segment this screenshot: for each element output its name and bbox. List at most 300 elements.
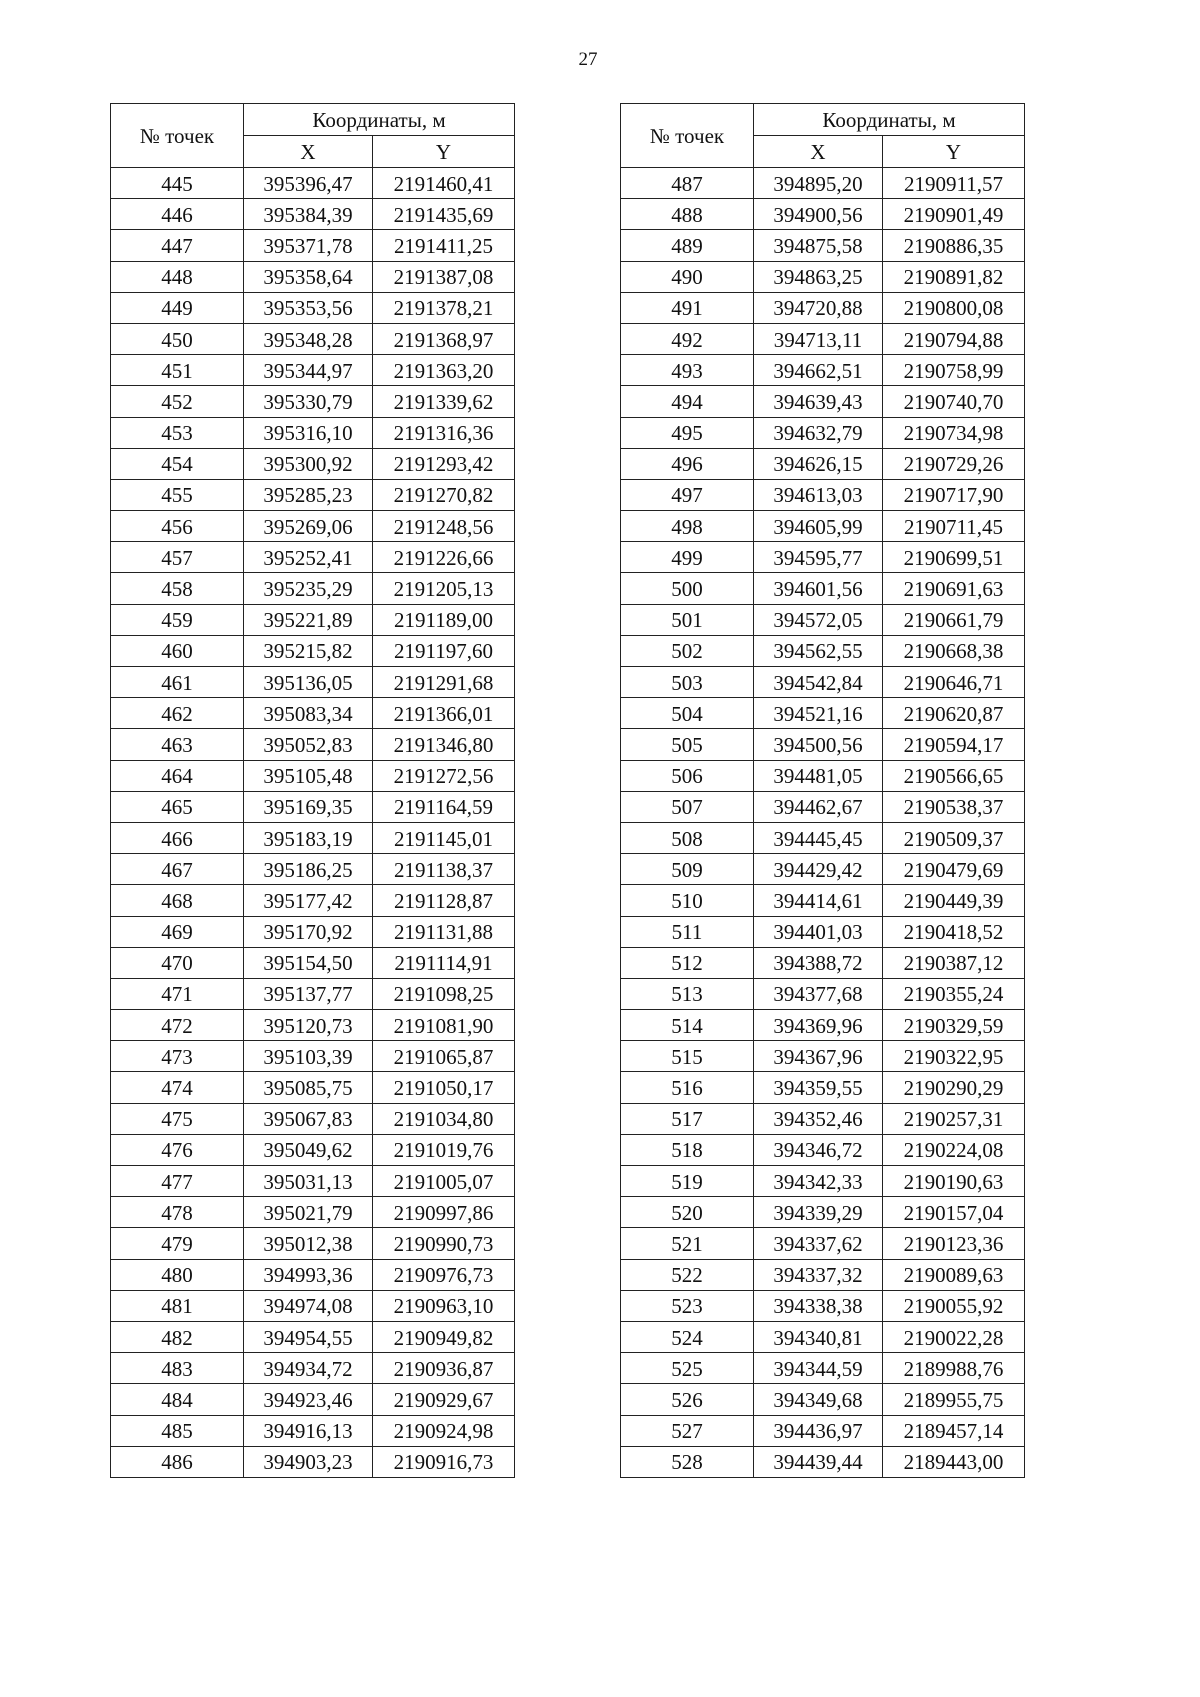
x-coordinate-cell: 394903,23 [244,1446,373,1477]
table-row [621,885,1025,916]
point-number-cell: 451 [111,355,244,386]
x-coordinate-cell: 394344,59 [754,1353,883,1384]
x-coordinate-cell: 395358,64 [244,261,373,292]
point-number-cell: 502 [621,635,754,666]
x-coordinate-cell: 394439,44 [754,1446,883,1477]
point-number-cell: 484 [111,1384,244,1415]
point-number-cell: 473 [111,1041,244,1072]
table-row [621,791,1025,822]
point-number-cell: 506 [621,760,754,791]
point-number-cell: 490 [621,261,754,292]
point-number-cell: 472 [111,1010,244,1041]
y-coordinate-cell: 2191131,88 [373,916,515,947]
y-coordinate-cell: 2190055,92 [883,1290,1025,1321]
x-coordinate-cell: 394713,11 [754,323,883,354]
y-column-header: Y [373,136,515,168]
point-number-cell: 463 [111,729,244,760]
y-coordinate-cell: 2190190,63 [883,1166,1025,1197]
y-coordinate-cell: 2190257,31 [883,1103,1025,1134]
point-number-cell: 524 [621,1321,754,1352]
table-row [621,1197,1025,1228]
y-coordinate-cell: 2191189,00 [373,604,515,635]
x-coordinate-cell: 395269,06 [244,511,373,542]
point-number-cell: 495 [621,417,754,448]
point-number-cell: 479 [111,1228,244,1259]
point-number-cell: 523 [621,1290,754,1321]
y-coordinate-cell: 2190387,12 [883,947,1025,978]
table-row [621,635,1025,666]
y-coordinate-cell: 2191346,80 [373,729,515,760]
x-coordinate-cell: 395384,39 [244,199,373,230]
x-coordinate-cell: 394626,15 [754,448,883,479]
point-number-cell: 517 [621,1103,754,1134]
table-row [621,854,1025,885]
table-row [111,760,515,791]
table-body-right [621,168,1025,1478]
point-number-cell: 469 [111,916,244,947]
point-number-cell: 503 [621,667,754,698]
table-row [621,1072,1025,1103]
y-coordinate-cell: 2190711,45 [883,511,1025,542]
y-coordinate-cell: 2190717,90 [883,479,1025,510]
x-coordinate-cell: 395085,75 [244,1072,373,1103]
point-number-cell: 507 [621,791,754,822]
point-number-cell: 450 [111,323,244,354]
point-number-cell: 460 [111,635,244,666]
y-coordinate-cell: 2191387,08 [373,261,515,292]
x-coordinate-cell: 395169,35 [244,791,373,822]
y-coordinate-cell: 2190886,35 [883,230,1025,261]
table-row [111,635,515,666]
table-row [621,1041,1025,1072]
point-number-cell: 499 [621,542,754,573]
x-coordinate-cell: 395049,62 [244,1134,373,1165]
x-coordinate-cell: 394462,67 [754,791,883,822]
point-number-cell: 496 [621,448,754,479]
x-coordinate-cell: 394993,36 [244,1259,373,1290]
y-coordinate-cell: 2190949,82 [373,1321,515,1352]
point-number-cell: 480 [111,1259,244,1290]
y-coordinate-cell: 2191226,66 [373,542,515,573]
point-number-cell: 449 [111,292,244,323]
x-coordinate-cell: 394923,46 [244,1384,373,1415]
table-row [111,1041,515,1072]
y-coordinate-cell: 2191128,87 [373,885,515,916]
y-coordinate-cell: 2191272,56 [373,760,515,791]
table-row [111,1415,515,1446]
point-number-cell: 514 [621,1010,754,1041]
table-row [111,199,515,230]
x-coordinate-cell: 394572,05 [754,604,883,635]
table-row [111,947,515,978]
y-coordinate-cell: 2190646,71 [883,667,1025,698]
x-coordinate-cell: 394349,68 [754,1384,883,1415]
point-number-cell: 501 [621,604,754,635]
point-number-cell: 511 [621,916,754,947]
x-coordinate-cell: 394934,72 [244,1353,373,1384]
point-number-cell: 471 [111,978,244,1009]
table-row [111,1384,515,1415]
point-number-cell: 483 [111,1353,244,1384]
y-coordinate-cell: 2191145,01 [373,822,515,853]
x-coordinate-cell: 394895,20 [754,168,883,199]
point-number-cell: 464 [111,760,244,791]
point-number-cell: 515 [621,1041,754,1072]
x-coordinate-cell: 395137,77 [244,978,373,1009]
table-row [621,1228,1025,1259]
point-number-cell: 474 [111,1072,244,1103]
y-coordinate-cell: 2190123,36 [883,1228,1025,1259]
y-coordinate-cell: 2190929,67 [373,1384,515,1415]
point-number-cell: 466 [111,822,244,853]
table-row [621,667,1025,698]
y-coordinate-cell: 2191065,87 [373,1041,515,1072]
table-row [111,542,515,573]
table-row [621,1290,1025,1321]
table-row [621,168,1025,199]
table-row [621,1134,1025,1165]
x-coordinate-cell: 394863,25 [754,261,883,292]
table-row [621,947,1025,978]
table-row [621,511,1025,542]
point-number-cell: 453 [111,417,244,448]
y-coordinate-cell: 2191378,21 [373,292,515,323]
x-coordinate-cell: 394662,51 [754,355,883,386]
x-coordinate-cell: 394388,72 [754,947,883,978]
point-number-cell: 445 [111,168,244,199]
table-row [111,1228,515,1259]
table-row [111,417,515,448]
y-coordinate-cell: 2190355,24 [883,978,1025,1009]
table-row [621,230,1025,261]
point-number-cell: 505 [621,729,754,760]
x-coordinate-cell: 395136,05 [244,667,373,698]
x-coordinate-cell: 395330,79 [244,386,373,417]
y-coordinate-cell: 2190734,98 [883,417,1025,448]
y-coordinate-cell: 2190157,04 [883,1197,1025,1228]
point-number-cell: 481 [111,1290,244,1321]
x-coordinate-cell: 395371,78 [244,230,373,261]
x-coordinate-cell: 395285,23 [244,479,373,510]
x-coordinate-cell: 394337,62 [754,1228,883,1259]
y-coordinate-cell: 2190901,49 [883,199,1025,230]
y-coordinate-cell: 2190740,70 [883,386,1025,417]
x-coordinate-cell: 394595,77 [754,542,883,573]
table-row [111,1072,515,1103]
table-row [111,1134,515,1165]
y-coordinate-cell: 2190022,28 [883,1321,1025,1352]
x-coordinate-cell: 395067,83 [244,1103,373,1134]
table-row [111,822,515,853]
y-coordinate-cell: 2189457,14 [883,1415,1025,1446]
x-column-header: X [754,136,883,168]
x-coordinate-cell: 395215,82 [244,635,373,666]
y-coordinate-cell: 2190089,63 [883,1259,1025,1290]
table-row [111,698,515,729]
x-coordinate-cell: 395154,50 [244,947,373,978]
table-row [621,1384,1025,1415]
x-coordinate-cell: 395183,19 [244,822,373,853]
point-number-cell: 525 [621,1353,754,1384]
y-coordinate-cell: 2190661,79 [883,604,1025,635]
table-row [111,168,515,199]
table-row [111,511,515,542]
y-coordinate-cell: 2190729,26 [883,448,1025,479]
table-row [111,323,515,354]
y-coordinate-cell: 2191248,56 [373,511,515,542]
table-row [621,261,1025,292]
table-row [621,355,1025,386]
y-coordinate-cell: 2191366,01 [373,698,515,729]
x-coordinate-cell: 394339,29 [754,1197,883,1228]
table-row [621,417,1025,448]
x-coordinate-cell: 394481,05 [754,760,883,791]
x-coordinate-cell: 395120,73 [244,1010,373,1041]
x-coordinate-cell: 394337,32 [754,1259,883,1290]
point-number-cell: 488 [621,199,754,230]
y-coordinate-cell: 2190668,38 [883,635,1025,666]
table-row [111,479,515,510]
point-number-cell: 528 [621,1446,754,1477]
point-number-cell: 489 [621,230,754,261]
coordinates-table-left [110,103,515,1478]
x-coordinate-cell: 394500,56 [754,729,883,760]
x-coordinate-cell: 394954,55 [244,1321,373,1352]
y-coordinate-cell: 2191114,91 [373,947,515,978]
y-coordinate-cell: 2190418,52 [883,916,1025,947]
y-coordinate-cell: 2190509,37 [883,822,1025,853]
point-number-cell: 487 [621,168,754,199]
y-coordinate-cell: 2191270,82 [373,479,515,510]
x-coordinate-cell: 395348,28 [244,323,373,354]
table-row [621,1353,1025,1384]
x-column-header: X [244,136,373,168]
table-row [111,667,515,698]
point-number-cell: 520 [621,1197,754,1228]
y-coordinate-cell: 2190758,99 [883,355,1025,386]
y-coordinate-cell: 2190290,29 [883,1072,1025,1103]
point-number-cell: 519 [621,1166,754,1197]
table-row [621,822,1025,853]
table-row [621,323,1025,354]
point-number-cell: 512 [621,947,754,978]
y-coordinate-cell: 2190538,37 [883,791,1025,822]
table-row [621,292,1025,323]
point-number-cell: 465 [111,791,244,822]
table-row [621,1103,1025,1134]
x-coordinate-cell: 395012,38 [244,1228,373,1259]
point-number-cell: 497 [621,479,754,510]
y-coordinate-cell: 2190479,69 [883,854,1025,885]
y-coordinate-cell: 2191005,07 [373,1166,515,1197]
table-row [111,604,515,635]
x-coordinate-cell: 394900,56 [754,199,883,230]
x-coordinate-cell: 395021,79 [244,1197,373,1228]
y-coordinate-cell: 2191368,97 [373,323,515,354]
coordinates-header: Координаты, м [244,104,515,136]
x-coordinate-cell: 394875,58 [754,230,883,261]
x-coordinate-cell: 395344,97 [244,355,373,386]
coordinates-header: Координаты, м [754,104,1025,136]
y-coordinate-cell: 2189988,76 [883,1353,1025,1384]
x-coordinate-cell: 394377,68 [754,978,883,1009]
x-coordinate-cell: 395252,41 [244,542,373,573]
point-number-cell: 518 [621,1134,754,1165]
point-number-cell: 516 [621,1072,754,1103]
point-number-cell: 461 [111,667,244,698]
x-coordinate-cell: 395052,83 [244,729,373,760]
x-coordinate-cell: 395177,42 [244,885,373,916]
table-row [111,261,515,292]
y-coordinate-cell: 2190322,95 [883,1041,1025,1072]
x-coordinate-cell: 394632,79 [754,417,883,448]
y-coordinate-cell: 2190800,08 [883,292,1025,323]
page-number: 27 [578,49,598,70]
x-coordinate-cell: 394346,72 [754,1134,883,1165]
x-coordinate-cell: 394369,96 [754,1010,883,1041]
table-row [111,978,515,1009]
x-coordinate-cell: 394367,96 [754,1041,883,1072]
point-number-cell: 482 [111,1321,244,1352]
x-coordinate-cell: 395353,56 [244,292,373,323]
y-coordinate-cell: 2191197,60 [373,635,515,666]
point-number-cell: 456 [111,511,244,542]
x-coordinate-cell: 394352,46 [754,1103,883,1134]
table-row [621,978,1025,1009]
y-coordinate-cell: 2190963,10 [373,1290,515,1321]
point-number-cell: 491 [621,292,754,323]
x-coordinate-cell: 394342,33 [754,1166,883,1197]
point-number-cell: 467 [111,854,244,885]
y-coordinate-cell: 2190916,73 [373,1446,515,1477]
y-coordinate-cell: 2190620,87 [883,698,1025,729]
point-number-cell: 468 [111,885,244,916]
y-coordinate-cell: 2191050,17 [373,1072,515,1103]
table-row [621,1415,1025,1446]
table-row [621,199,1025,230]
table-row [111,854,515,885]
y-coordinate-cell: 2191291,68 [373,667,515,698]
y-coordinate-cell: 2190936,87 [373,1353,515,1384]
point-number-cell: 475 [111,1103,244,1134]
table-row [111,1103,515,1134]
x-coordinate-cell: 394974,08 [244,1290,373,1321]
table-row [621,1166,1025,1197]
point-number-cell: 493 [621,355,754,386]
table-row [111,729,515,760]
table-row [111,1321,515,1352]
x-coordinate-cell: 395170,92 [244,916,373,947]
x-coordinate-cell: 395083,34 [244,698,373,729]
y-coordinate-cell: 2191435,69 [373,199,515,230]
point-number-cell: 527 [621,1415,754,1446]
x-coordinate-cell: 394542,84 [754,667,883,698]
x-coordinate-cell: 395396,47 [244,168,373,199]
table-row [111,1259,515,1290]
y-coordinate-cell: 2189955,75 [883,1384,1025,1415]
x-coordinate-cell: 394359,55 [754,1072,883,1103]
table-row [111,791,515,822]
table-row [111,448,515,479]
point-number-cell: 447 [111,230,244,261]
x-coordinate-cell: 394639,43 [754,386,883,417]
y-coordinate-cell: 2191138,37 [373,854,515,885]
table-row [621,916,1025,947]
x-coordinate-cell: 395235,29 [244,573,373,604]
x-coordinate-cell: 394605,99 [754,511,883,542]
x-coordinate-cell: 395031,13 [244,1166,373,1197]
table-row [621,1321,1025,1352]
point-number-cell: 504 [621,698,754,729]
point-number-cell: 492 [621,323,754,354]
x-coordinate-cell: 394338,38 [754,1290,883,1321]
table-row [621,542,1025,573]
y-coordinate-cell: 2191293,42 [373,448,515,479]
table-row [111,292,515,323]
y-coordinate-cell: 2191316,36 [373,417,515,448]
y-coordinate-cell: 2190891,82 [883,261,1025,292]
y-coordinate-cell: 2190691,63 [883,573,1025,604]
point-number-cell: 457 [111,542,244,573]
table-row [111,1166,515,1197]
table-row [621,760,1025,791]
y-coordinate-cell: 2190976,73 [373,1259,515,1290]
point-number-header: № точек [621,104,754,168]
y-coordinate-cell: 2191034,80 [373,1103,515,1134]
coordinates-table-right [620,103,1025,1478]
x-coordinate-cell: 394414,61 [754,885,883,916]
x-coordinate-cell: 395300,92 [244,448,373,479]
table-row [111,573,515,604]
y-coordinate-cell: 2190224,08 [883,1134,1025,1165]
point-number-cell: 478 [111,1197,244,1228]
table-row [621,729,1025,760]
point-number-cell: 455 [111,479,244,510]
point-number-cell: 526 [621,1384,754,1415]
table-row [111,386,515,417]
table-row [621,1446,1025,1477]
point-number-cell: 470 [111,947,244,978]
y-coordinate-cell: 2191460,41 [373,168,515,199]
y-coordinate-cell: 2190329,59 [883,1010,1025,1041]
table-row [111,355,515,386]
table-row [621,479,1025,510]
point-number-cell: 498 [621,511,754,542]
table-body-left [111,168,515,1478]
table-row [111,1446,515,1477]
point-number-cell: 500 [621,573,754,604]
table-row [111,885,515,916]
y-coordinate-cell: 2190924,98 [373,1415,515,1446]
y-coordinate-cell: 2191019,76 [373,1134,515,1165]
table-row [111,1353,515,1384]
table-row [111,1290,515,1321]
point-number-cell: 459 [111,604,244,635]
point-number-cell: 477 [111,1166,244,1197]
table-row [621,386,1025,417]
y-column-header: Y [883,136,1025,168]
x-coordinate-cell: 394445,45 [754,822,883,853]
y-coordinate-cell: 2191411,25 [373,230,515,261]
x-coordinate-cell: 395186,25 [244,854,373,885]
point-number-cell: 486 [111,1446,244,1477]
y-coordinate-cell: 2189443,00 [883,1446,1025,1477]
point-number-cell: 454 [111,448,244,479]
x-coordinate-cell: 394916,13 [244,1415,373,1446]
table-row [111,230,515,261]
point-number-cell: 508 [621,822,754,853]
table-row [111,1010,515,1041]
